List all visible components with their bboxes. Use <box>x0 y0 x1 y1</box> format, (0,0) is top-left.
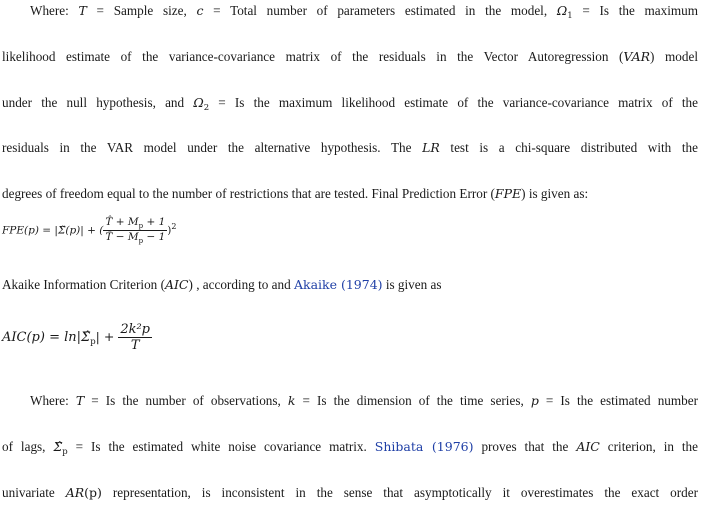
paragraph1-line4: residuals in the VAR model under the alternative hypothesis. The LR test is a chi-square distributed with the <box>2 140 698 155</box>
math-c: c <box>196 3 204 18</box>
paragraph1-line5: degrees of freedom equal to the number of restrictions that are tested. Final Prediction Error (FPE) is given as: <box>2 186 589 201</box>
math-FPE: FPE <box>494 186 522 201</box>
citation-shibata-1976[interactable]: Shibata (1976) <box>374 439 474 454</box>
paragraph1-line3: under the null hypothesis, and $\Omega_2 = Is$ the maximum likelihood estimate of the variance-covariance matrix of the <box>2 95 698 113</box>
math-T: T <box>78 3 87 18</box>
fpe-equation: FPE(p) = |Σ̃(p)| + ( $\frac{T̂ + M_p + 1}{T̂ - M_p - 1}$ )$^2$ <box>2 216 177 245</box>
math-LR: LR <box>422 140 440 155</box>
aic-equation: $AIC(p) = \ln|\Sigmâ_p|$ + $\frac{\text{2k²p}}{T}$ <box>2 322 150 353</box>
math-AIC: AIC <box>164 277 189 292</box>
paragraph2-line2: of lags, $\Sigmâ_p = Is$ the estimated white noise covariance matrix. Shibata (1976) proves that the AIC criterion, in the <box>2 439 699 457</box>
paragraph1-line2: likelihood estimate of the variance-covariance matrix of the residuals in the Vector Autoregression (VAR) model <box>2 49 698 64</box>
citation-akaike-1974[interactable]: Akaike (1974) <box>293 277 383 292</box>
math-VAR: VAR <box>623 49 651 64</box>
math-omega1: $\Omega_1$ <box>556 3 573 21</box>
aic-intro-line: Akaike Information Criterion (AIC) , according to and Akaike (1974) is given as <box>2 277 442 292</box>
paragraph2-line1: Where: T = Is the number of observations, k = Is the dimension of the time series, p = Is the estimated number <box>30 393 698 408</box>
fpe-fraction: $\frac{T̂ + M_p + 1}{T̂ - M_p - 1}$ <box>105 216 166 245</box>
aic-fraction: $\frac{\text{2k²p}}{T}$ <box>120 322 150 353</box>
paragraph1-line1: Where: T = Sample size, c = Total number of parameters estimated in the model, $\Omega_1 = Is$ the maximum <box>30 3 698 21</box>
paragraph2-line3: univariate AR(p) representation, is inconsistent in the sense that asymptotically it overestimates the exact order <box>2 485 698 500</box>
math-omega2: $\Omega_2$ <box>193 95 210 113</box>
